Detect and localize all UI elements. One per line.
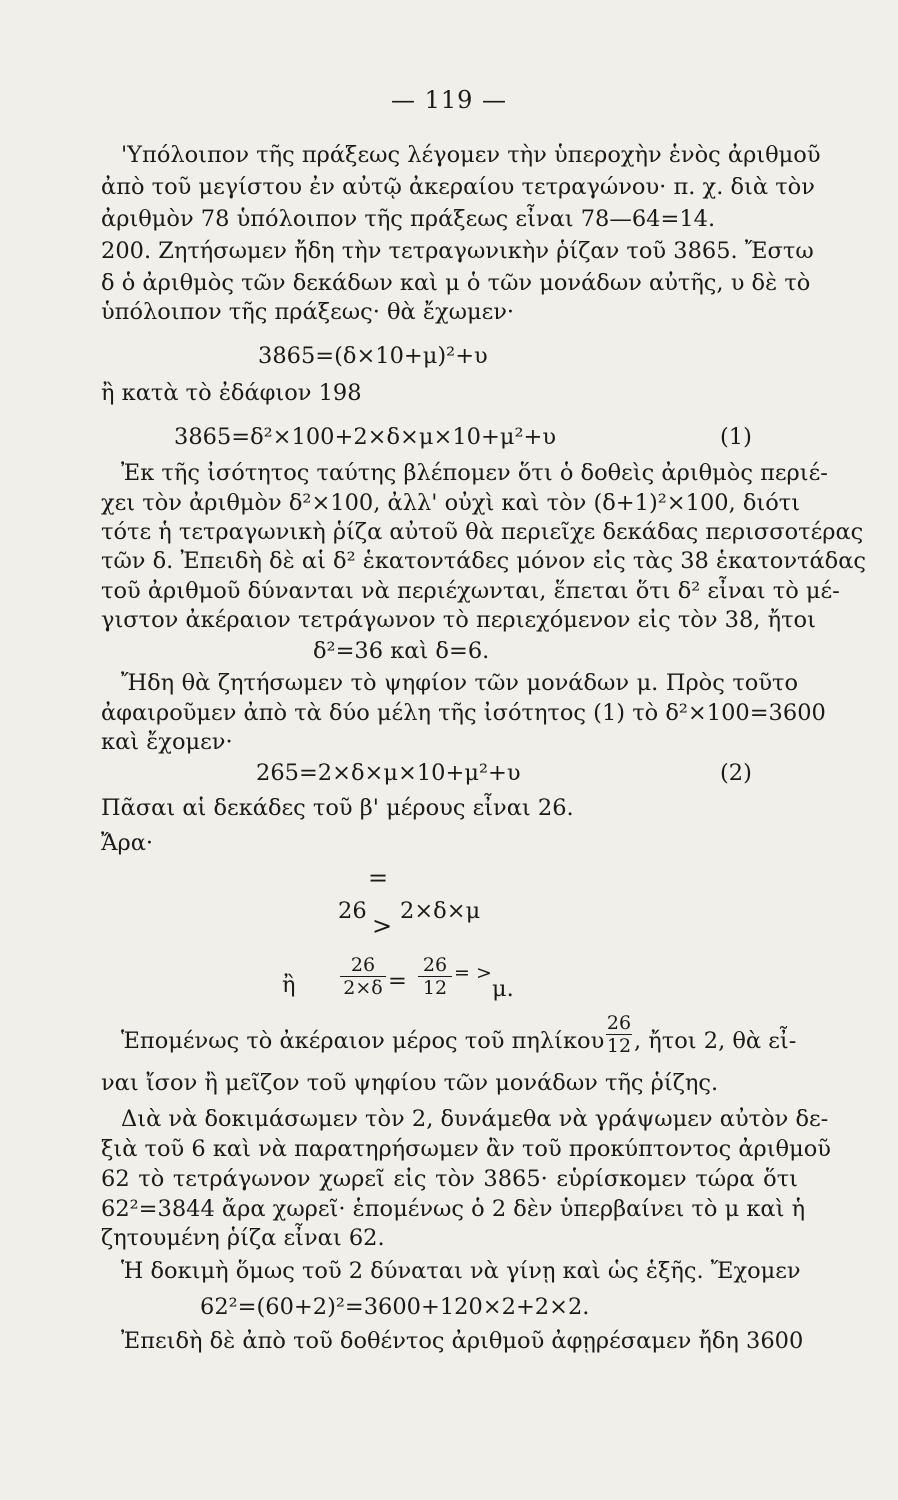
fraction-numerator: 26 xyxy=(350,954,376,976)
text-line: Ἐπειδὴ δὲ ἀπὸ τοῦ δοθέντος ἀριθμοῦ ἀφῃρέσαμεν ἤδη 3600 xyxy=(121,1328,804,1354)
equation-2: 265=2×δ×μ×10+μ²+υ xyxy=(256,760,521,786)
text-eta: ἢ xyxy=(282,972,296,998)
equation-number: (1) xyxy=(720,424,752,450)
mu-symbol: μ. xyxy=(492,976,514,1002)
equation: 3865=(δ×10+μ)²+υ xyxy=(258,343,488,369)
text-line: χει τὸν ἀριθμὸν δ²×100, ἀλλ' οὐχὶ καὶ τὸν (δ+1)²×100, διότι xyxy=(101,490,801,516)
equation-number: (2) xyxy=(720,760,752,786)
text-line: Ἤδη θὰ ζητήσωμεν τὸ ψηφίον τῶν μονάδων μ. Πρὸς τοῦτο xyxy=(121,670,798,696)
text-line: Πᾶσαι αἱ δεκάδες τοῦ β' μέρους εἶναι 26. xyxy=(101,795,574,821)
fraction xyxy=(606,1012,632,1057)
text-line: γιστον ἀκέραιον τετράγωνον τὸ περιεχόμενον εἰς τὸν 38, ἤτοι xyxy=(101,607,816,633)
fraction-denominator: 12 xyxy=(606,1035,632,1057)
text-line: Ἑπομένως τὸ ἀκέραιον μέρος τοῦ πηλίκου xyxy=(121,1028,605,1054)
text-line: ἀπὸ τοῦ μεγίστου ἐν αὐτῷ ἀκεραίου τετραγώνου· π. χ. διὰ τὸν xyxy=(101,174,815,200)
text-line: ἀριθμὸν 78 ὑπόλοιπον τῆς πράξεως εἶναι 78—64=14. xyxy=(101,206,716,232)
text-line: Ἐκ τῆς ἰσότητος ταύτης βλέπομεν ὅτι ὁ δοθεὶς ἀριθμὸς περιέ- xyxy=(121,460,828,486)
equation-1: 3865=δ²×100+2×δ×μ×10+μ²+υ xyxy=(174,424,557,450)
text-line: τοῦ ἀριθμοῦ δύνανται νὰ περιέχωνται, ἕπεται ὅτι δ² εἶναι τὸ μέ- xyxy=(101,578,840,604)
text-line: 'Υπόλοιπον τῆς πράξεως λέγομεν τὴν ὑπεροχὴν ἑνὸς ἀριθμοῦ xyxy=(121,142,821,168)
equation: 62²=(60+2)²=3600+120×2+2×2. xyxy=(200,1294,590,1320)
text-line: τῶν δ. Ἐπειδὴ δὲ αἱ δ² ἑκατοντάδες μόνον εἰς τὰς 38 ἑκατοντάδας xyxy=(101,548,866,574)
text-line: ξιὰ τοῦ 6 καὶ νὰ παρατηρήσωμεν ἂν τοῦ προκύπτοντος ἀριθμοῦ xyxy=(101,1136,831,1162)
text-line: 62 τὸ τετράγωνον χωρεῖ εἰς τὸν 3865· εὑρίσκομεν τώρα ὅτι xyxy=(101,1166,798,1192)
fraction-numerator: 26 xyxy=(422,954,448,976)
fraction-numerator: 26 xyxy=(606,1012,632,1034)
text-line: ὑπόλοιπον τῆς πράξεως· θὰ ἔχωμεν· xyxy=(101,299,515,325)
fraction xyxy=(340,954,386,999)
equals-greater-sign: = > xyxy=(454,962,492,984)
text-line: ναι ἴσον ἢ μεῖζον τοῦ ψηφίου τῶν μονάδων τῆς ῥίζης. xyxy=(101,1070,719,1096)
fraction-denominator: 12 xyxy=(418,976,452,999)
text-line: καὶ ἔχομεν· xyxy=(101,729,233,755)
text-line: 200. Ζητήσωμεν ἤδη τὴν τετραγωνικὴν ῥίζαν τοῦ 3865. Ἔστω xyxy=(101,238,814,264)
text-line: , ἤτοι 2, θὰ εἶ- xyxy=(634,1028,797,1054)
page-number: — 119 — xyxy=(390,86,508,114)
text-line: Ἡ δοκιμὴ ὅμως τοῦ 2 δύναται νὰ γίνῃ καὶ ὡς ἑξῆς. Ἔχομεν xyxy=(121,1258,801,1284)
text-line: 62²=3844 ἄρα χωρεῖ· ἑπομένως ὁ 2 δὲν ὑπερβαίνει τὸ μ καὶ ἡ xyxy=(101,1196,806,1222)
ineq-right: 2×δ×μ xyxy=(400,898,481,924)
text-line: Ἄρα· xyxy=(101,830,154,856)
text-line: ζητουμένη ῥίζα εἶναι 62. xyxy=(101,1225,385,1251)
greater-sign: > xyxy=(372,912,393,940)
text-line: δ ὁ ἀριθμὸς τῶν δεκάδων καὶ μ ὁ τῶν μονάδων αὐτῆς, υ δὲ τὸ xyxy=(101,270,811,296)
text-line: τότε ἡ τετραγωνικὴ ῥίζα αὐτοῦ θὰ περιεῖχε δεκάδας περισσοτέρας xyxy=(101,519,864,545)
equals-sign: = xyxy=(368,864,389,892)
text-line: ἀφαιροῦμεν ἀπὸ τὰ δύο μέλη τῆς ἰσότητος (1) τὸ δ²×100=3600 xyxy=(101,700,826,726)
equation: δ²=36 καὶ δ=6. xyxy=(313,638,490,664)
fraction-denominator: 2×δ xyxy=(340,976,386,999)
equals-sign: = xyxy=(388,968,407,994)
ineq-left: 26 xyxy=(338,898,367,924)
fraction xyxy=(418,954,452,999)
text-line: ἢ κατὰ τὸ ἐδάφιον 198 xyxy=(101,380,362,406)
text-line: Διὰ νὰ δοκιμάσωμεν τὸν 2, δυνάμεθα νὰ γράψωμεν αὐτὸν δε- xyxy=(121,1106,829,1132)
